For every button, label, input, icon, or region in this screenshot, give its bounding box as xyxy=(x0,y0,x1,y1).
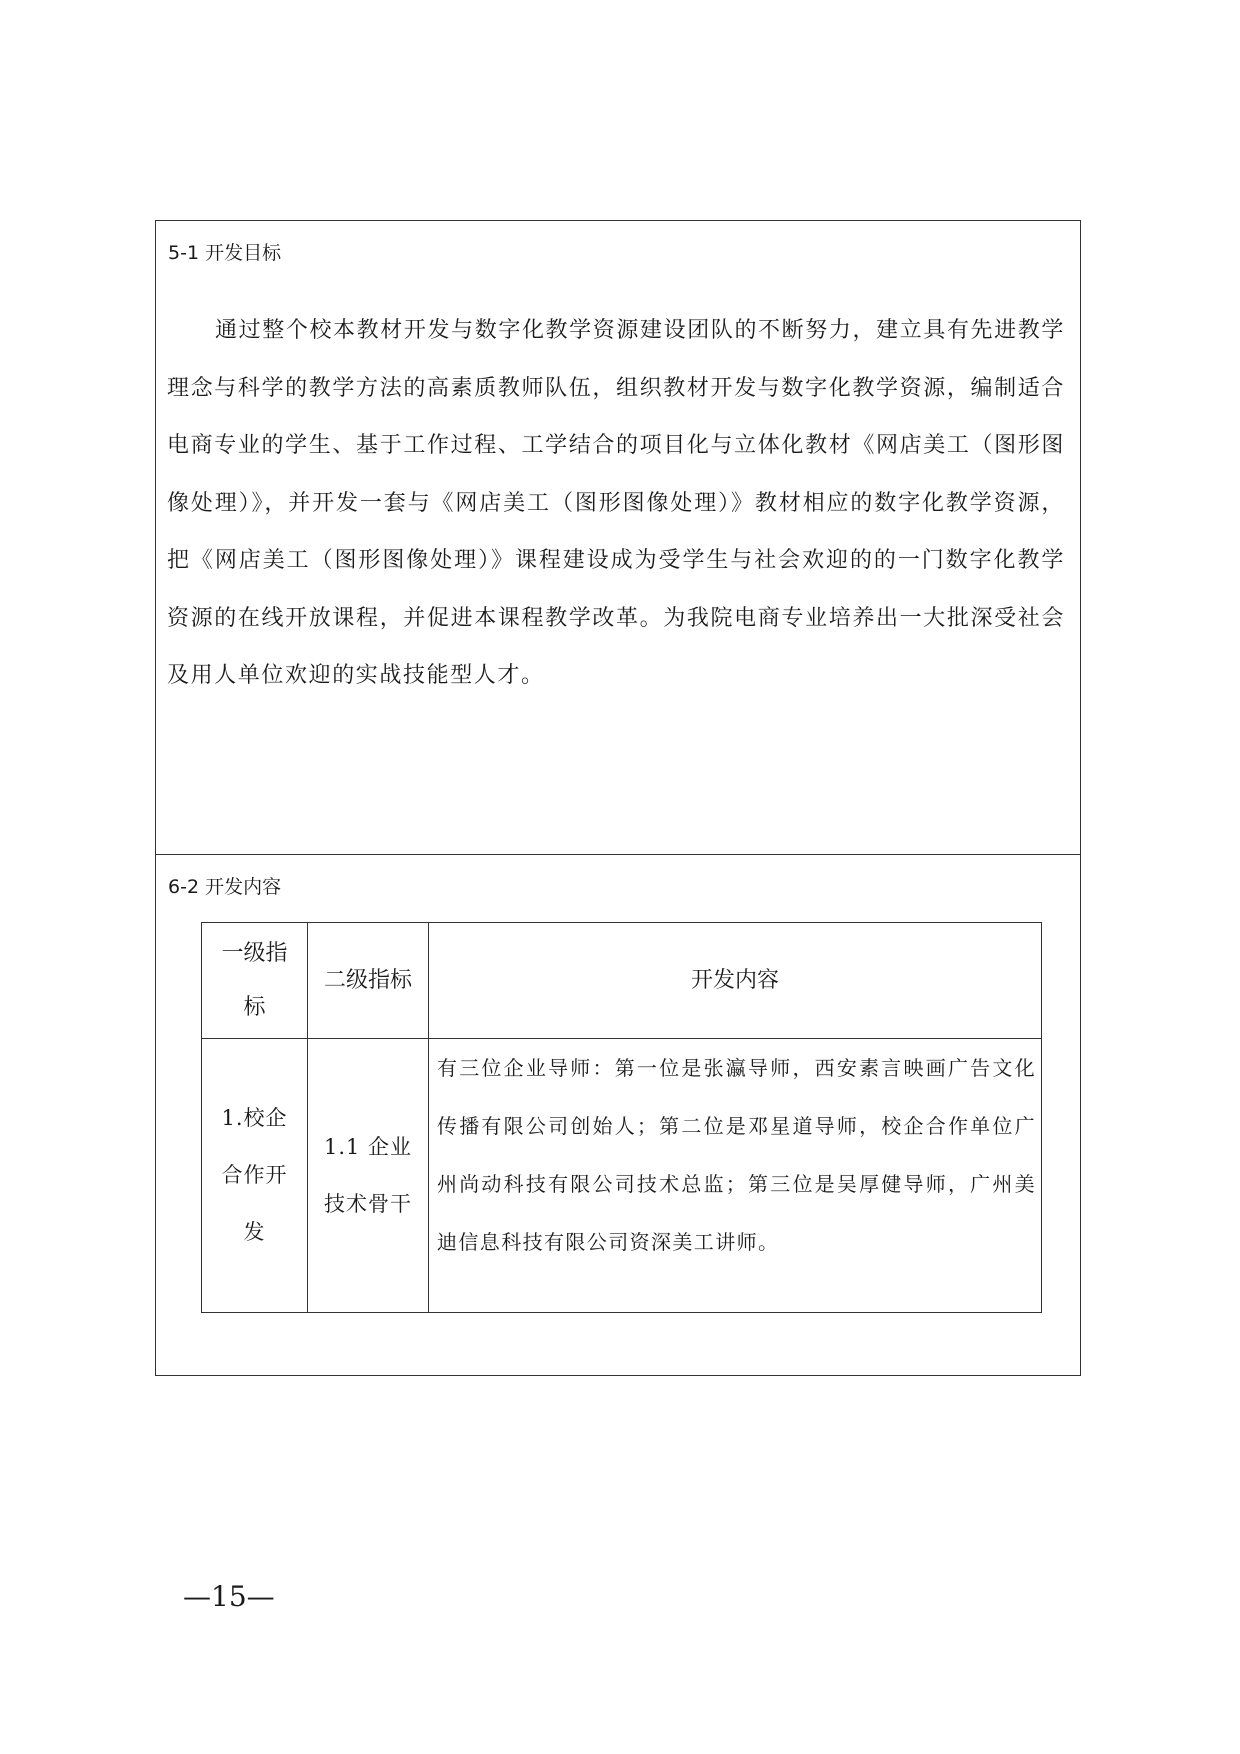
content-table xyxy=(201,922,1042,1313)
table-header-level2: 二级指标 xyxy=(308,923,429,1039)
table-cell-content: 有三位企业导师：第一位是张瀛导师，西安素言映画广告文化传播有限公司创始人；第二位是邓星道导师，校企合作单位广州尚动科技有限公司技术总监；第三位是吴厚健导师，广州美迪信息科技有限公司资深美工讲师。 xyxy=(429,1039,1042,1313)
table-cell-level2-text: 1.1 企业技术骨干 xyxy=(323,1134,413,1216)
page-number: —15— xyxy=(183,1580,275,1613)
table-header-level1 xyxy=(202,923,308,1039)
goal-paragraph: 通过整个校本教材开发与数字化教学资源建设团队的不断努力，建立具有先进教学理念与科学的教学方法的高素质教师队伍，组织教材开发与数字化教学资源，编制适合电商专业的学生、基于工作过程、工学结合的项目化与立体化教材《网店美工（图形图像处理）》，并开发一套与《网店美工（图形图像处理）》教材相应的数字化教学资源，把《网店美工（图形图像处理）》课程建设成为受学生与社会欢迎的的一门数字化教学资源的在线开放课程，并促进本课程教学改革。为我院电商专业培养出一大批深受社会及用人单位欢迎的实战技能型人才。 xyxy=(167,318,1065,688)
table-row xyxy=(202,1039,1042,1313)
form-frame xyxy=(155,220,1081,1376)
section-heading-goal: 5-1 开发目标 xyxy=(168,242,282,264)
table-cell-level1 xyxy=(202,1039,308,1313)
table-header-level1-label: 一级指标 xyxy=(221,940,288,1020)
development-goal-section xyxy=(156,221,1080,855)
development-content-section xyxy=(156,855,1080,1375)
table-header-row xyxy=(202,923,1042,1039)
table-cell-level1-text: 1.校企合作开发 xyxy=(221,1106,288,1244)
table-cell-level2 xyxy=(308,1039,429,1313)
section-heading-content: 6-2 开发内容 xyxy=(168,876,282,898)
table-header-content: 开发内容 xyxy=(429,923,1042,1039)
